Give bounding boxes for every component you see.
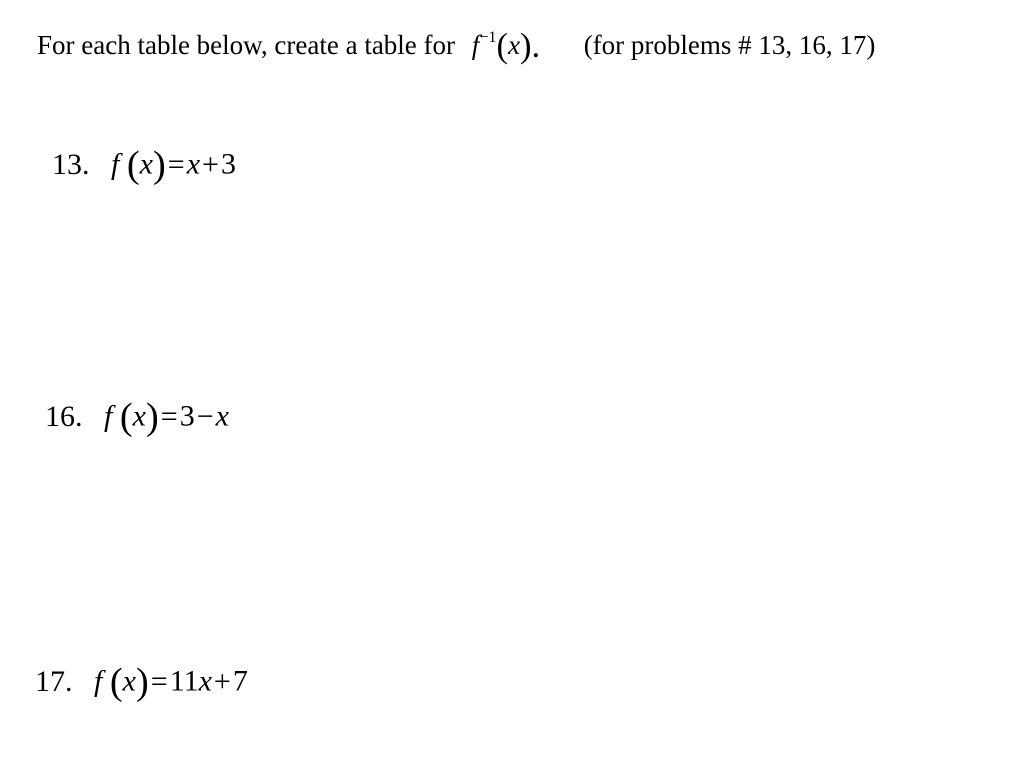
rhs-coefficient: 11 [169, 664, 199, 698]
close-paren: ) [145, 396, 159, 438]
rhs-variable: x [198, 664, 212, 698]
problem-17 [35, 663, 248, 701]
inverse-close-paren: ). [520, 27, 541, 65]
problem-13 [52, 146, 236, 184]
inverse-exponent: −1 [479, 27, 497, 46]
equals-sign: = [150, 664, 168, 698]
problem-number: 16. [45, 399, 83, 433]
open-paren: ( [109, 661, 123, 703]
rhs-constant: 3 [179, 399, 195, 433]
variable: x [122, 664, 136, 698]
instruction-line [37, 29, 875, 64]
plus-sign: + [213, 664, 231, 698]
inverse-function-name: f [471, 29, 480, 60]
inverse-open-paren: ( [496, 27, 509, 65]
close-paren: ) [135, 661, 149, 703]
function-name: f [111, 147, 120, 181]
function-name: f [94, 664, 103, 698]
rhs-constant: 3 [220, 147, 236, 181]
minus-sign: − [196, 399, 214, 433]
open-paren: ( [126, 144, 140, 186]
rhs-variable: x [186, 147, 201, 181]
variable: x [132, 399, 146, 433]
problems-note: (for problems # 13, 16, 17) [583, 29, 876, 60]
inverse-variable: x [508, 29, 521, 60]
open-paren: ( [119, 396, 133, 438]
problem-number: 17. [35, 664, 73, 698]
equals-sign: = [160, 399, 178, 433]
equals-sign: = [167, 147, 185, 181]
problem-number: 13. [52, 147, 90, 181]
function-name: f [104, 399, 113, 433]
plus-sign: + [202, 147, 219, 181]
problem-16 [45, 398, 229, 436]
variable: x [139, 147, 153, 181]
instruction-text: For each table below, create a table for [37, 29, 456, 60]
rhs-constant: 7 [232, 664, 248, 698]
close-paren: ) [152, 144, 166, 186]
rhs-variable: x [215, 399, 229, 433]
inverse-function-expression [471, 27, 547, 65]
